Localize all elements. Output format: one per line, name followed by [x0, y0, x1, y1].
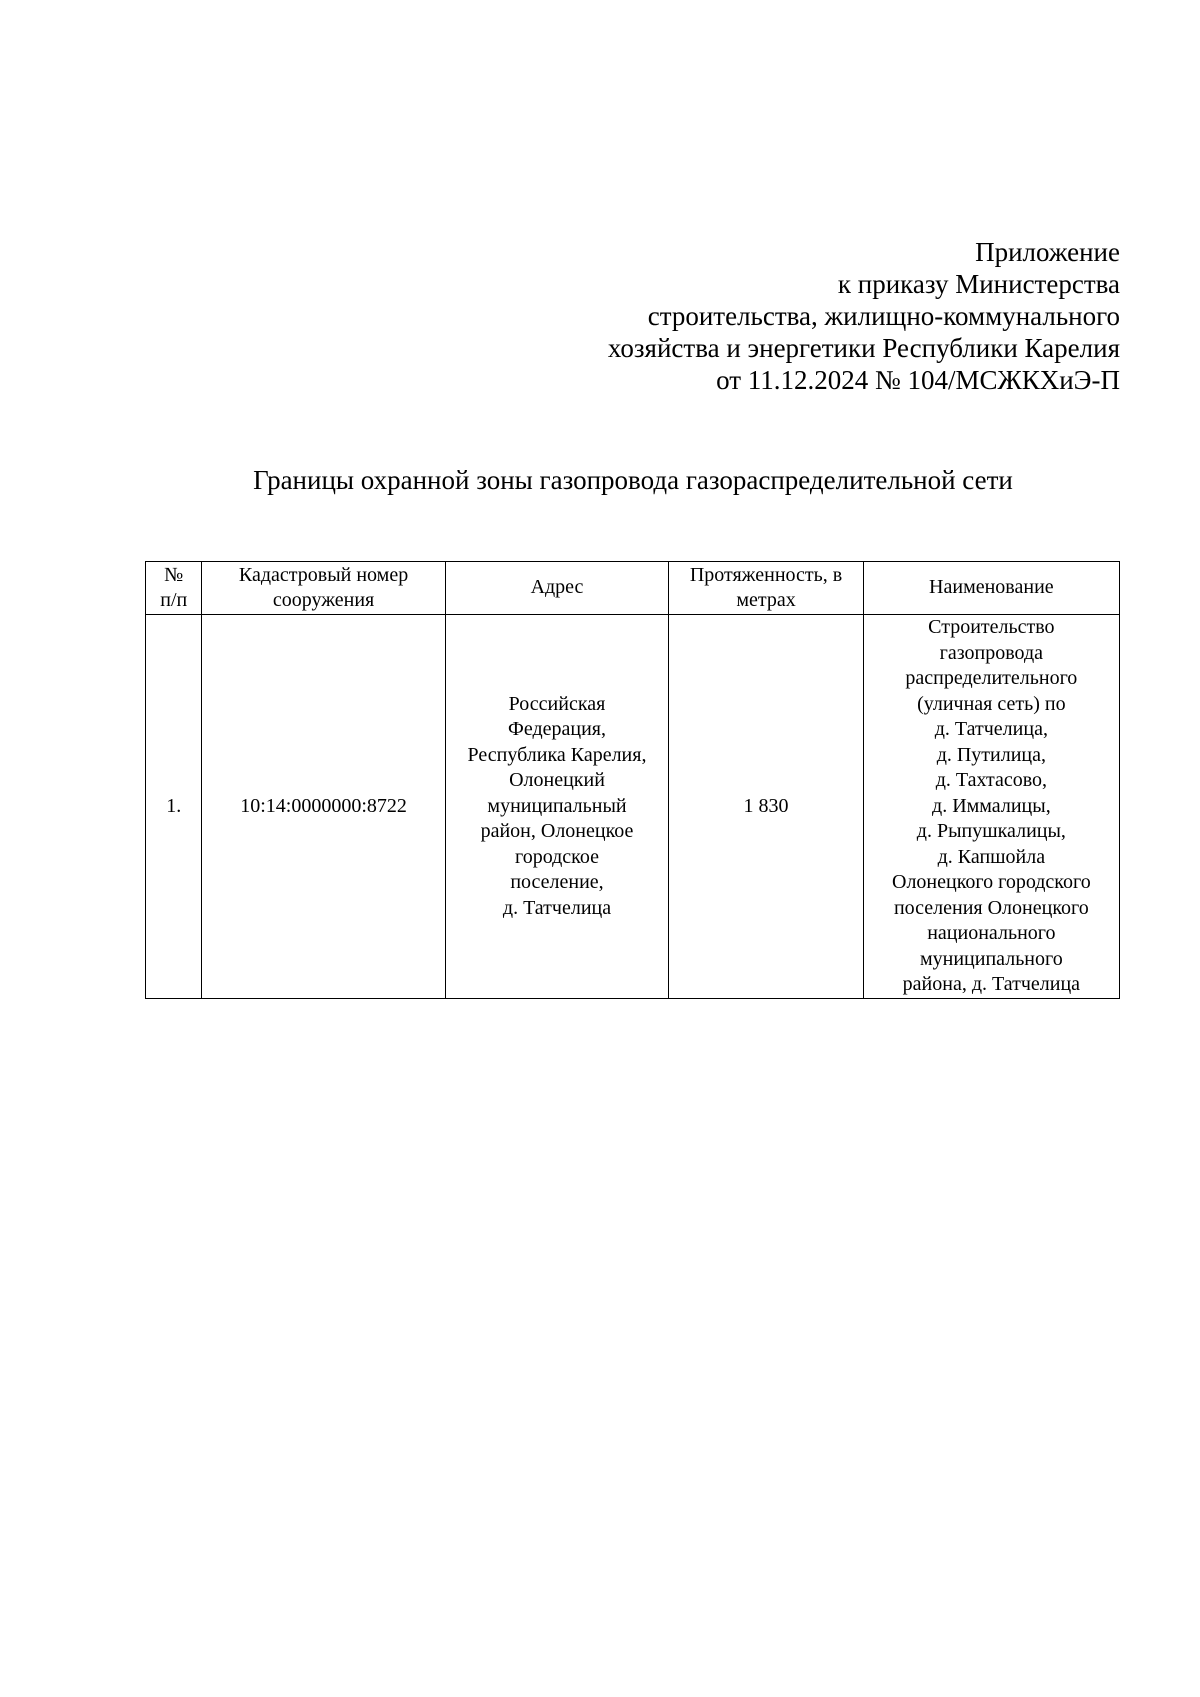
header-cadastral-number: Кадастровый номер сооружения: [202, 562, 445, 615]
protection-zone-table: [145, 561, 1120, 999]
cell-name: Строительство газопровода распределительного (уличная сеть) по д. Татчелица, д. Путилица, д. Тахтасово, д. Иммалицы, д. Рыпушкалицы, д. Капшойла Олонецкого городского поселения Олонецкого национального муниципального района, д. Татчелица: [863, 615, 1119, 999]
appendix-order-date-number: от 11.12.2024 № 104/МСЖКХиЭ-П: [716, 365, 1120, 395]
header-address: Адрес: [445, 562, 669, 615]
appendix-label: Приложение: [975, 237, 1120, 267]
cell-address: Российская Федерация, Республика Карелия, Олонецкий муниципальный район, Олонецкое городское поселение, д. Татчелица: [445, 615, 669, 999]
appendix-ministry-line-1: строительства, жилищно-коммунального: [647, 301, 1120, 331]
appendix-order-line: к приказу Министерства: [837, 269, 1120, 299]
appendix-ministry-line-2: хозяйства и энергетики Республики Карелия: [607, 333, 1120, 363]
header-name: Наименование: [863, 562, 1119, 615]
appendix-header: [420, 236, 1120, 396]
cell-cadastral-number: 10:14:0000000:8722: [202, 615, 445, 999]
table-header-row: [146, 562, 1120, 615]
cell-length: 1 830: [669, 615, 863, 999]
header-number: № п/п: [146, 562, 202, 615]
table-row: [146, 615, 1120, 999]
cell-number: 1.: [146, 615, 202, 999]
header-length: Протяженность, в метрах: [669, 562, 863, 615]
document-title: Границы охранной зоны газопровода газораспределительной сети: [253, 465, 1013, 495]
